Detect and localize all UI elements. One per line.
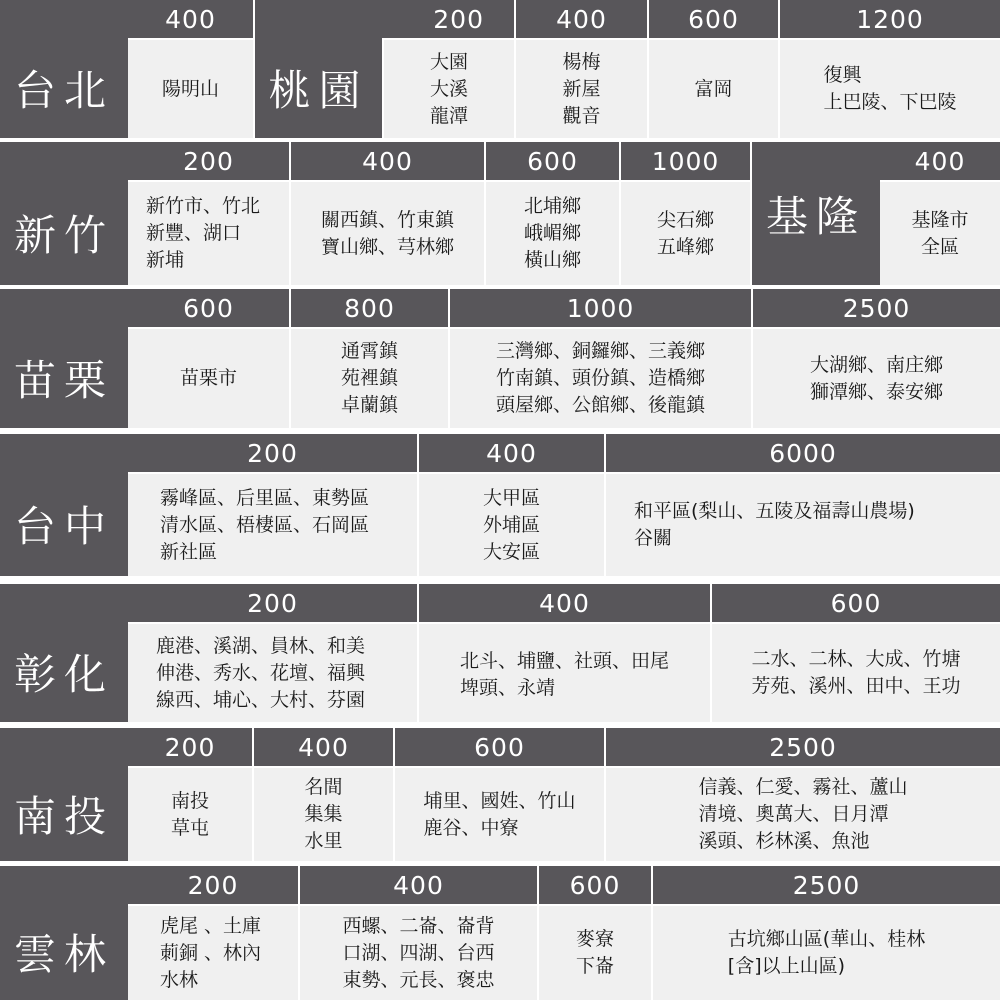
area-cell: 通霄鎮 苑裡鎮 卓蘭鎮	[291, 329, 448, 428]
price-header: 200	[128, 434, 417, 472]
area-cell: 南投 草屯	[128, 768, 252, 861]
price-header: 600	[128, 289, 289, 327]
area-cell: 陽明山	[128, 40, 253, 138]
area-cell: 三灣鄉、銅鑼鄉、三義鄉 竹南鎮、頭份鎮、造橋鄉 頭屋鄉、公館鄉、後龍鎮	[450, 329, 751, 428]
area-cell: 和平區(梨山、五陵及福壽山農場) 谷關	[606, 474, 1000, 576]
price-header: 600	[395, 728, 604, 766]
price-header: 200	[255, 0, 514, 38]
region-keelung: 基隆	[752, 142, 880, 285]
price-header: 1000	[621, 142, 750, 180]
price-header: 6000	[606, 434, 1000, 472]
area-cell: 富岡	[649, 40, 778, 138]
price-header: 800	[291, 289, 448, 327]
area-cell: 麥寮 下崙	[539, 906, 651, 1000]
region-taipei: 台北	[0, 38, 128, 138]
row5-header-gap	[0, 584, 128, 622]
area-cell: 北斗、埔鹽、社頭、田尾 埤頭、永靖	[419, 624, 710, 722]
price-header: 2500	[653, 866, 1000, 904]
area-cell: 北埔鄉 峨嵋鄉 橫山鄉	[486, 182, 619, 285]
price-header: 2500	[753, 289, 1000, 327]
row6-header-gap	[0, 728, 128, 766]
area-cell: 尖石鄉 五峰鄉	[621, 182, 750, 285]
area-cell: 新竹市、竹北 新豐、湖口 新埔	[128, 182, 289, 285]
price-header: 400	[254, 728, 393, 766]
area-cell: 信義、仁愛、霧社、蘆山 清境、奧萬大、日月潭 溪頭、杉林溪、魚池	[606, 768, 1000, 861]
price-header: 400	[128, 0, 253, 38]
area-cell: 關西鎮、竹東鎮 寶山鄉、芎林鄉	[291, 182, 484, 285]
region-miaoli: 苗栗	[0, 327, 128, 428]
area-cell: 鹿港、溪湖、員林、和美 伸港、秀水、花壇、福興 線西、埔心、大村、芬園	[128, 624, 417, 722]
price-header: 600	[712, 584, 1000, 622]
price-header: 200	[128, 584, 417, 622]
row1-header-gap	[0, 0, 128, 38]
price-header: 600	[486, 142, 619, 180]
row2-header-gap	[0, 142, 128, 180]
area-cell: 霧峰區、后里區、東勢區 清水區、梧棲區、石岡區 新社區	[128, 474, 417, 576]
area-cell: 埔里、國姓、竹山 鹿谷、中寮	[395, 768, 604, 861]
area-cell: 西螺、二崙、崙背 口湖、四湖、台西 東勢、元長、褒忠	[300, 906, 537, 1000]
region-taichung: 台中	[0, 472, 128, 576]
price-header: 1000	[450, 289, 751, 327]
area-cell: 大甲區 外埔區 大安區	[419, 474, 604, 576]
area-cell: 苗栗市	[128, 329, 289, 428]
region-hsinchu: 新竹	[0, 180, 128, 285]
price-header: 2500	[606, 728, 1000, 766]
price-header: 400	[880, 142, 1000, 180]
row3-header-gap	[0, 289, 128, 327]
region-changhua: 彰化	[0, 622, 128, 722]
row4-header-gap	[0, 434, 128, 472]
area-cell: 二水、二林、大成、竹塘 芳苑、溪州、田中、王功	[712, 624, 1000, 722]
area-cell: 大園 大溪 龍潭	[384, 40, 514, 138]
price-header: 200	[128, 728, 252, 766]
price-header: 200	[128, 142, 289, 180]
region-yunlin: 雲林	[0, 904, 128, 1000]
price-header: 400	[419, 584, 710, 622]
region-nantou: 南投	[0, 766, 128, 861]
price-header: 600	[539, 866, 651, 904]
area-cell: 基隆市 全區	[880, 182, 1000, 285]
price-header: 400	[419, 434, 604, 472]
price-header: 400	[516, 0, 647, 38]
area-cell: 虎尾 、土庫 莿銅 、林內 水林	[128, 906, 298, 1000]
price-header: 600	[649, 0, 778, 38]
price-header: 400	[291, 142, 484, 180]
area-cell: 大湖鄉、南庄鄉 獅潭鄉、泰安鄉	[753, 329, 1000, 428]
price-header: 400	[300, 866, 537, 904]
area-cell: 古坑鄉山區(華山、桂林 [含]以上山區)	[653, 906, 1000, 1000]
price-header: 1200	[780, 0, 1000, 38]
region-taoyuan: 桃園	[255, 38, 382, 138]
area-cell: 復興 上巴陵、下巴陵	[780, 40, 1000, 138]
area-cell: 名間 集集 水里	[254, 768, 393, 861]
price-header: 200	[128, 866, 298, 904]
area-cell: 楊梅 新屋 觀音	[516, 40, 647, 138]
row7-header-gap	[0, 866, 128, 904]
